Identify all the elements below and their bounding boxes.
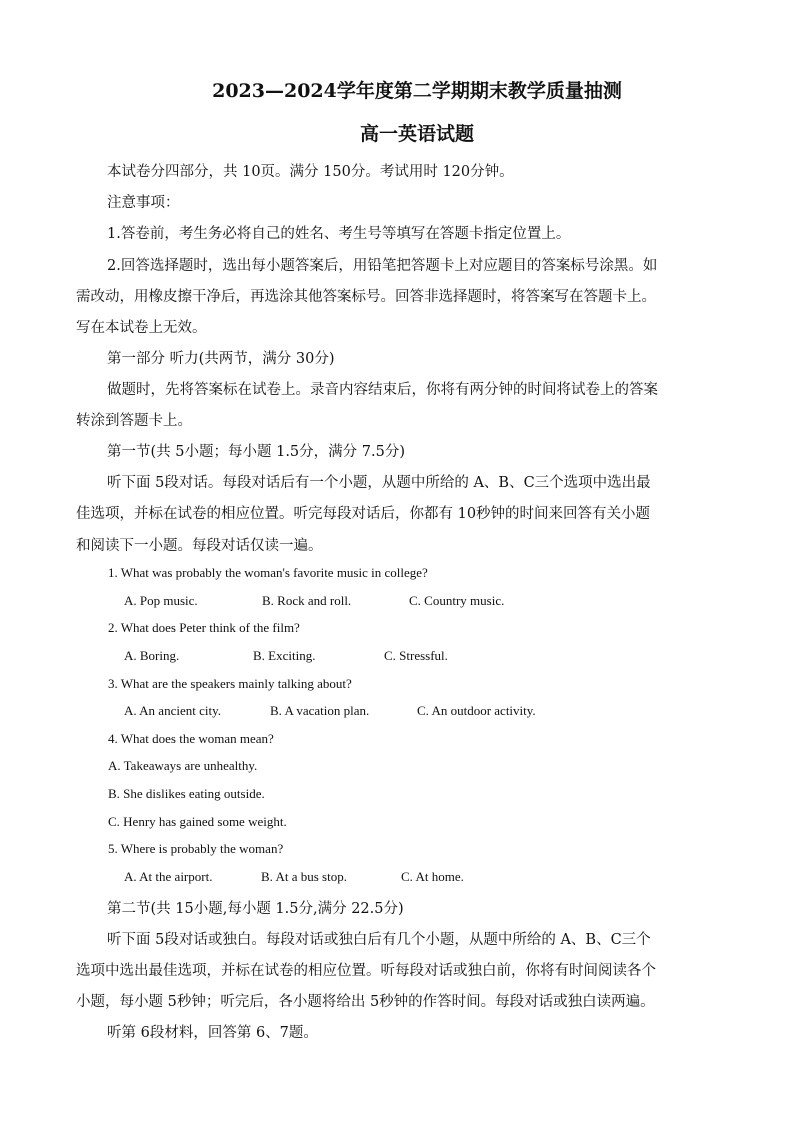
question-4: 4. What does the woman mean? (108, 731, 274, 746)
question-2: 2. What does Peter think of the film? (108, 620, 300, 635)
question-1: 1. What was probably the woman's favorite music in college? (108, 565, 428, 580)
question-2-option-b: B. Exciting. (253, 648, 316, 663)
section2-instruction-line-3: 小题，每小题 5秒钟；听完后，各小题将给出 5秒钟的作答时间。每段对话或独白读两遍。 (76, 994, 655, 1010)
question-1-option-a: A. Pop music. (124, 593, 198, 608)
notice-item-2-line-3: 写在本试卷上无效。 (76, 320, 207, 336)
part1-heading: 第一部分 听力(共两节，满分 30分) (107, 351, 335, 367)
question-4-option-c: C. Henry has gained some weight. (108, 814, 287, 829)
part1-instruction-line-1: 做题时，先将答案标在试卷上。录音内容结束后，你将有两分钟的时间将试卷上的答案 (107, 382, 658, 398)
question-3-option-a: A. An ancient city. (124, 703, 221, 718)
notice-item-1: 1.答卷前，考生务必将自己的姓名、考生号等填写在答题卡指定位置上。 (107, 226, 571, 242)
question-3-option-b: B. A vacation plan. (270, 703, 370, 718)
question-3-option-c: C. An outdoor activity. (417, 703, 536, 718)
notice-item-2-line-1: 2.回答选择题时，选出每小题答案后，用铅笔把答题卡上对应题目的答案标号涂黑。如 (107, 258, 658, 274)
section1-instruction-line-1: 听下面 5段对话。每段对话后有一个小题，从题中所给的 A、B、C三个选项中选出最 (107, 475, 651, 491)
section1-instruction-line-2: 佳选项，并标在试卷的相应位置。听完每段对话后，你都有 10秒钟的时间来回答有关小题 (76, 506, 651, 522)
question-1-option-c: C. Country music. (409, 593, 505, 608)
question-3: 3. What are the speakers mainly talking about? (108, 676, 352, 691)
exam-summary: 本试卷分四部分，共 10页。满分 150分。考试用时 120分钟。 (107, 164, 514, 180)
section1-heading: 第一节(共 5小题；每小题 1.5分，满分 7.5分) (107, 444, 405, 460)
question-2-option-a: A. Boring. (124, 648, 180, 663)
part1-instruction-line-2: 转涂到答题卡上。 (76, 413, 192, 429)
section1-instruction-line-3: 和阅读下一小题。每段对话仅读一遍。 (76, 538, 323, 554)
question-5: 5. Where is probably the woman? (108, 841, 284, 856)
question-5-option-a: A. At the airport. (124, 869, 213, 884)
notice-item-2-line-2: 需改动，用橡皮擦干净后，再选涂其他答案标号。回答非选择题时，将答案写在答题卡上。 (76, 289, 656, 305)
exam-title: 2023—2024学年度第二学期期末教学质量抽测 (212, 80, 622, 102)
question-2-option-c: C. Stressful. (384, 648, 448, 663)
material-6-label: 听第 6段材料，回答第 6、7题。 (107, 1025, 318, 1041)
question-1-option-b: B. Rock and roll. (262, 593, 352, 608)
section2-instruction-line-1: 听下面 5段对话或独白。每段对话或独白后有几个小题，从题中所给的 A、B、C三个 (107, 932, 651, 948)
question-4-option-a: A. Takeaways are unhealthy. (108, 758, 258, 773)
question-5-option-c: C. At home. (401, 869, 464, 884)
exam-subtitle: 高一英语试题 (359, 123, 474, 145)
section2-heading: 第二节(共 15小题,每小题 1.5分,满分 22.5分) (107, 901, 404, 917)
section2-instruction-line-2: 选项中选出最佳选项，并标在试卷的相应位置。听每段对话或独白前，你将有时间阅读各个 (76, 963, 656, 979)
question-5-option-b: B. At a bus stop. (261, 869, 347, 884)
question-4-option-b: B. She dislikes eating outside. (108, 786, 265, 801)
notice-label: 注意事项： (107, 195, 180, 211)
